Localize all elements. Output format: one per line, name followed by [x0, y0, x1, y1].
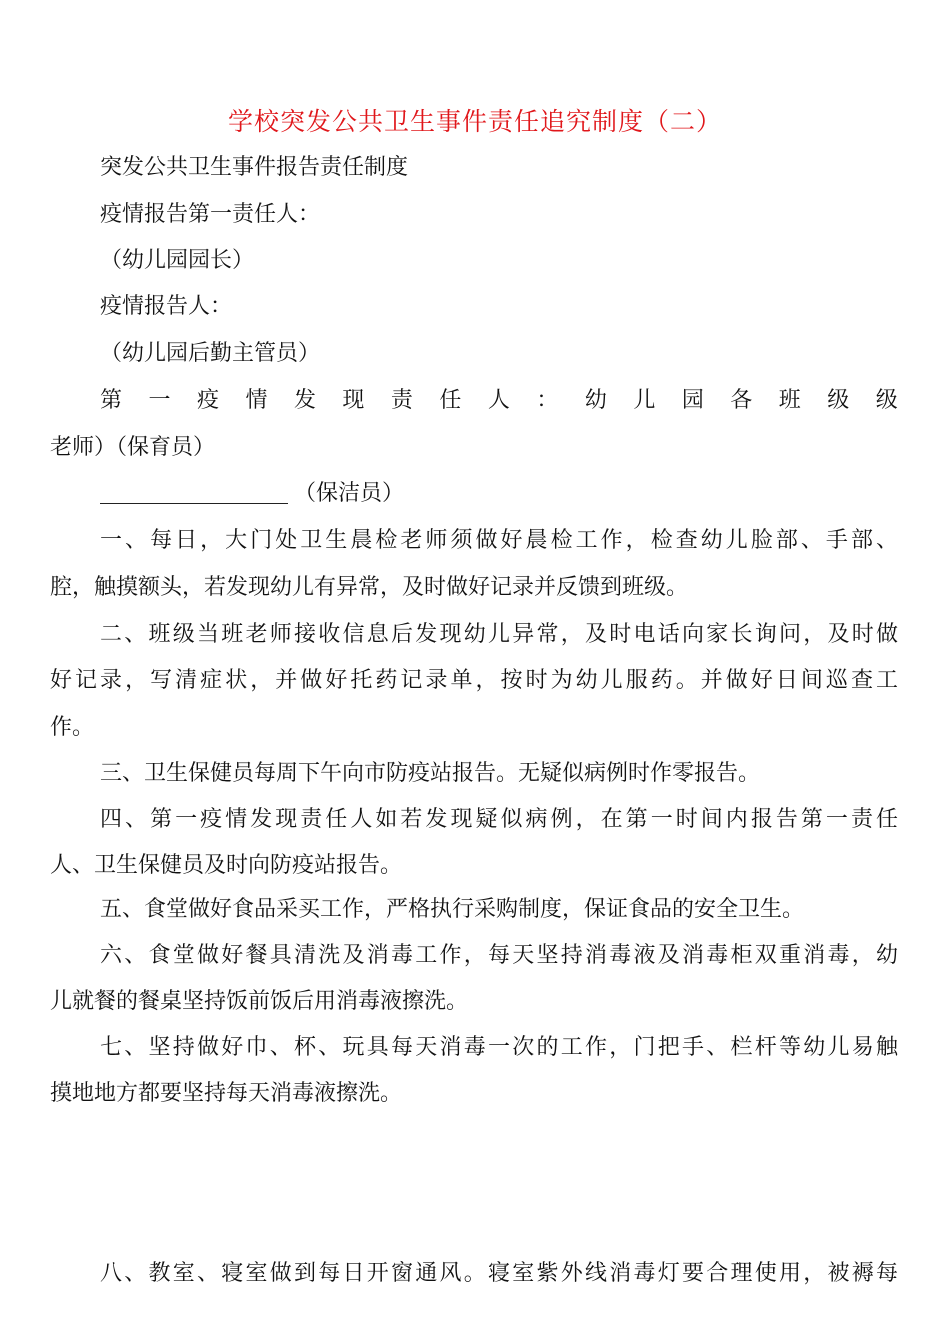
line-6: [100, 386, 898, 416]
line-6-char: 情: [245, 388, 268, 413]
line-18: 六、食堂做好餐具清洗及消毒工作，每天坚持消毒液及消毒柜双重消毒，幼: [100, 943, 898, 968]
line-16: 人、卫生保健员及时向防疫站报告。: [50, 853, 403, 878]
line-6-char: 第: [100, 388, 123, 413]
line-6-char: 人: [487, 388, 510, 413]
line-6-char: 班: [778, 388, 801, 413]
line-6-char: 发: [293, 388, 316, 413]
line-22: 八、教室、寝室做到每日开窗通风。寝室紫外线消毒灯要合理使用，被褥每: [100, 1261, 898, 1286]
line-4: 疫情报告人：: [100, 294, 233, 319]
line-6-char: 级: [875, 388, 898, 413]
line-6-char: 责: [390, 388, 413, 413]
line-21: 摸地地方都要坚持每天消毒液擦洗。: [50, 1081, 403, 1106]
line-6-char: ：: [536, 388, 559, 413]
line-8-text: （保洁员）: [294, 481, 405, 506]
line-6-char: 园: [681, 388, 704, 413]
line-20: 七、坚持做好巾、杯、玩具每天消毒一次的工作，门把手、栏杆等幼儿易触: [100, 1035, 898, 1060]
line-14: 三、卫生保健员每周下午向市防疫站报告。无疑似病例时作零报告。: [100, 761, 761, 786]
line-1: 突发公共卫生事件报告责任制度: [100, 155, 409, 180]
line-13: 作。: [50, 715, 95, 740]
line-7: 老师）（保育员）: [50, 435, 216, 460]
line-6-char: 现: [342, 388, 365, 413]
line-3: （幼儿园园长）: [100, 248, 255, 273]
line-6-char: 任: [439, 388, 462, 413]
line-11: 二、班级当班老师接收信息后发现幼儿异常，及时电话向家长询问，及时做: [100, 622, 898, 647]
line-6-char: 幼: [584, 388, 607, 413]
line-6-char: 疫: [196, 388, 219, 413]
line-6-char: 级: [827, 388, 850, 413]
line-8: [100, 479, 898, 509]
line-12: 好记录，写清症状，并做好托药记录单，按时为幼儿服药。并做好日间巡查工: [50, 668, 898, 693]
line-6-char: 儿: [633, 388, 656, 413]
document-title: 学校突发公共卫生事件责任追究制度（二）: [227, 107, 722, 136]
line-10: 腔，触摸额头，若发现幼儿有异常，及时做好记录并反馈到班级。: [50, 575, 689, 600]
line-17: 五、食堂做好食品采买工作，严格执行采购制度，保证食品的安全卫生。: [100, 897, 805, 922]
line-19: 儿就餐的餐桌坚持饭前饭后用消毒液擦洗。: [50, 989, 469, 1014]
line-6-char: 各: [730, 388, 753, 413]
line-5: （幼儿园后勤主管员）: [100, 341, 321, 366]
line-15: 四、第一疫情发现责任人如若发现疑似病例，在第一时间内报告第一责任: [100, 807, 898, 832]
line-6-char: 一: [148, 388, 171, 413]
line-9: 一、每日，大门处卫生晨检老师须做好晨检工作，检查幼儿脸部、手部、: [100, 528, 898, 553]
signature-blank: [100, 481, 288, 504]
line-2: 疫情报告第一责任人：: [100, 202, 321, 227]
